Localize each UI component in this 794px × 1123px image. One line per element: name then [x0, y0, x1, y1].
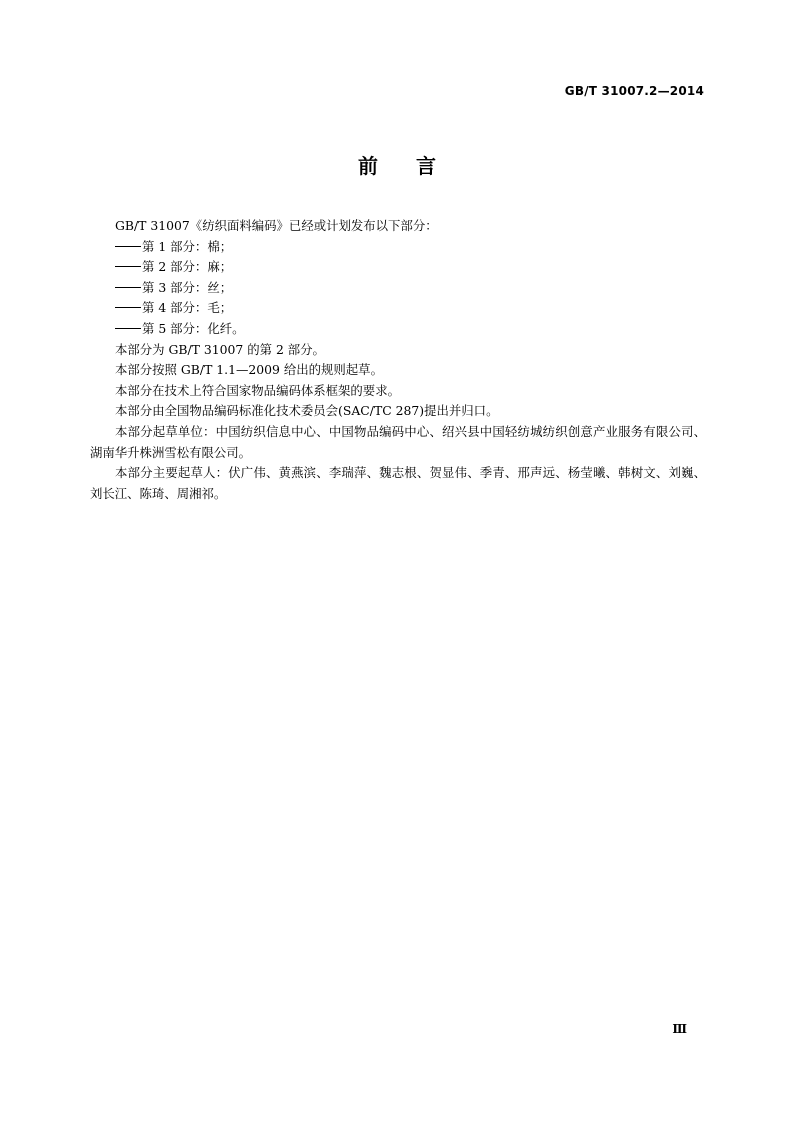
scope-paragraph: 本部分为 GB/T 31007 的第 2 部分。: [115, 341, 325, 357]
standard-number: GB/T 31007.2—2014: [564, 84, 704, 98]
part-list-item: [90, 298, 706, 319]
dash-icon: [115, 266, 141, 267]
part-label: 第 5 部分：化纤。: [142, 320, 245, 336]
drafting-units-paragraph: 本部分起草单位：中国纺织信息中心、中国物品编码中心、绍兴县中国轻纺城纺织创意产业服务有限公司、湖南华升株洲雪松有限公司。: [90, 423, 706, 460]
part-label: 第 2 部分：麻；: [142, 259, 233, 275]
part-list-item: [90, 237, 706, 258]
dash-icon: [115, 328, 141, 329]
part-label: 第 1 部分：棉；: [142, 238, 233, 254]
part-list-item: [90, 278, 706, 299]
committee-paragraph: 本部分由全国物品编码标准化技术委员会(SAC/TC 287)提出并归口。: [115, 403, 499, 419]
drafters-paragraph: 本部分主要起草人：伏广伟、黄燕滨、李瑞萍、魏志根、贺显伟、季青、邢声远、杨莹曦、韩树文、刘巍、刘长江、陈琦、周湘祁。: [90, 465, 706, 501]
part-list-item: [90, 319, 706, 340]
part-list-item: [90, 257, 706, 278]
page-number: Ⅲ: [672, 1022, 687, 1036]
dash-icon: [115, 246, 141, 247]
document-body: [90, 216, 706, 504]
page-title: 前言: [358, 154, 474, 178]
drafting-rules-paragraph: 本部分按照 GB/T 1.1—2009 给出的规则起草。: [115, 362, 383, 378]
dash-icon: [115, 307, 141, 308]
dash-icon: [115, 287, 141, 288]
part-label: 第 4 部分：毛；: [142, 300, 233, 316]
part-label: 第 3 部分：丝；: [142, 279, 233, 295]
conformance-paragraph: 本部分在技术上符合国家物品编码体系框架的要求。: [115, 382, 400, 398]
intro-paragraph: GB/T 31007《纺织面料编码》已经或计划发布以下部分：: [115, 218, 438, 233]
